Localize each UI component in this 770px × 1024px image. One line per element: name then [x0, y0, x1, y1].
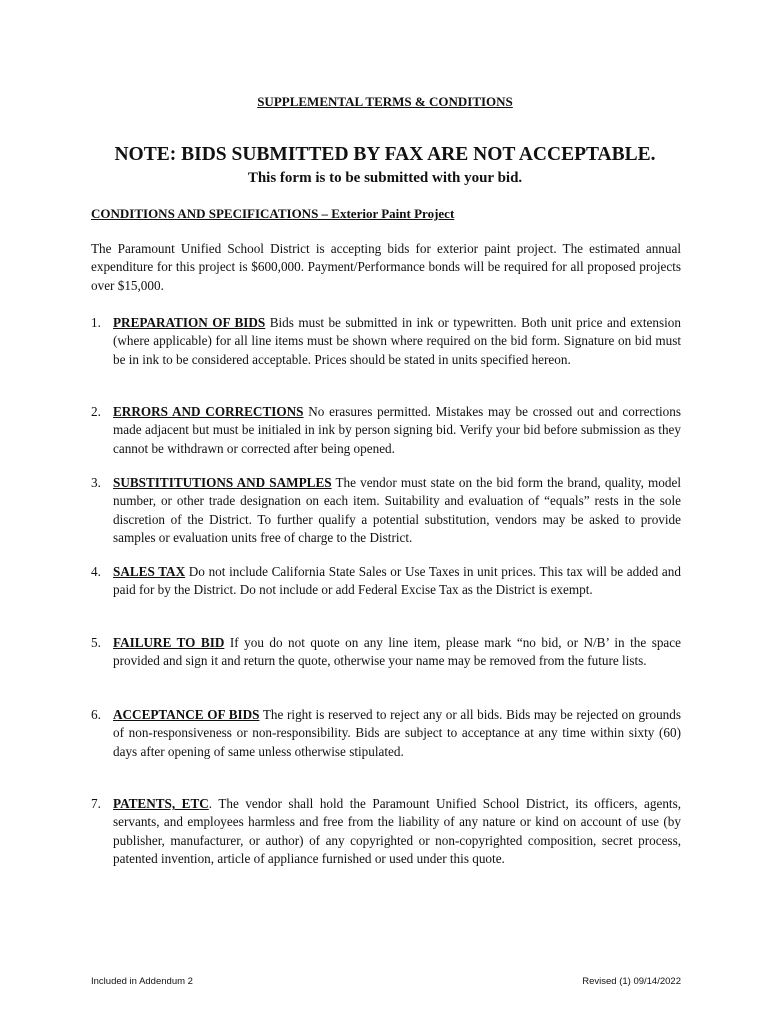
item-number: 6.: [91, 707, 101, 722]
list-item: [91, 314, 681, 369]
intro-paragraph: The Paramount Unified School District is accepting bids for exterior paint project. The estimated annual expenditure for this project is $600,000. Payment/Performance bonds will be required for all proposed projects over $15,000.: [91, 241, 681, 293]
item-text: Bids must be submitted in ink or typewritten. Both unit price and extension (where applicable) for all line items must be shown where required on the bid form. Signature on bid must be in ink to be considered acceptable. Prices should be stated in units specified hereon.: [113, 315, 681, 367]
item-number: 2.: [91, 404, 101, 419]
page-header-title: SUPPLEMENTAL TERMS & CONDITIONS: [257, 94, 513, 109]
item-text: The right is reserved to reject any or all bids. Bids may be rejected on grounds of non-responsiveness or non-responsibility. Bids are subject to acceptance at any time within sixty (60) days after opening of same unless otherwise stipulated.: [113, 707, 681, 759]
item-text: If you do not quote on any line item, please mark “no bid, or N/B’ in the space provided and sign it and return the quote, otherwise your name may be removed from the future lists.: [113, 635, 681, 669]
fax-notice-heading: NOTE: BIDS SUBMITTED BY FAX ARE NOT ACCEPTABLE.: [114, 144, 656, 165]
list-item: [91, 634, 681, 671]
item-heading: PATENTS, ETC: [113, 796, 209, 811]
list-item: [91, 403, 681, 458]
list-item: [91, 474, 681, 547]
item-heading: SALES TAX: [113, 564, 186, 579]
item-text: Do not include California State Sales or Use Taxes in unit prices. This tax will be added and paid for by the District. Do not include or add Federal Excise Tax as the District is exempt.: [113, 564, 681, 598]
submission-instruction: This form is to be submitted with your bid.: [247, 170, 523, 186]
footer-revision-date: Revised (1) 09/14/2022: [582, 976, 681, 987]
item-heading: FAILURE TO BID: [113, 635, 225, 650]
item-heading: PREPARATION OF BIDS: [113, 315, 266, 330]
item-number: 1.: [91, 315, 101, 330]
list-item: [91, 706, 681, 761]
list-item: [91, 795, 681, 868]
item-text: . The vendor shall hold the Paramount Unified School District, its officers, agents, servants, and employees harmless and free from the liability of any nature or kind on account of use (by publisher, manufacturer, or author) of any copyrighted or non-copyrighted composition, secret process, patented invention, article of appliance furnished or used under this quote.: [113, 796, 682, 866]
item-heading: SUBSTITITUTIONS AND SAMPLES: [113, 475, 332, 490]
list-item: [91, 563, 681, 600]
item-text: The vendor must state on the bid form the brand, quality, model number, or other trade designation on each item. Suitability and evaluation of “equals” rests in the sole discretion of the District. To further qualify a potential substitution, vendors may be asked to provide samples or evaluation units free of charge to the District.: [113, 475, 681, 545]
item-number: 3.: [91, 475, 101, 490]
item-heading: ERRORS AND CORRECTIONS: [113, 404, 304, 419]
item-text: No erasures permitted. Mistakes may be crossed out and corrections made adjacent but must be initialed in ink by person signing bid. Verify your bid before submission as they cannot be withdrawn or corrected after being opened.: [113, 404, 681, 456]
item-number: 7.: [91, 796, 101, 811]
item-number: 4.: [91, 564, 101, 579]
item-heading: ACCEPTANCE OF BIDS: [113, 707, 260, 722]
section-title: CONDITIONS AND SPECIFICATIONS – Exterior Paint Project: [91, 206, 455, 221]
item-number: 5.: [91, 635, 101, 650]
footer-addendum-note: Included in Addendum 2: [91, 976, 193, 987]
